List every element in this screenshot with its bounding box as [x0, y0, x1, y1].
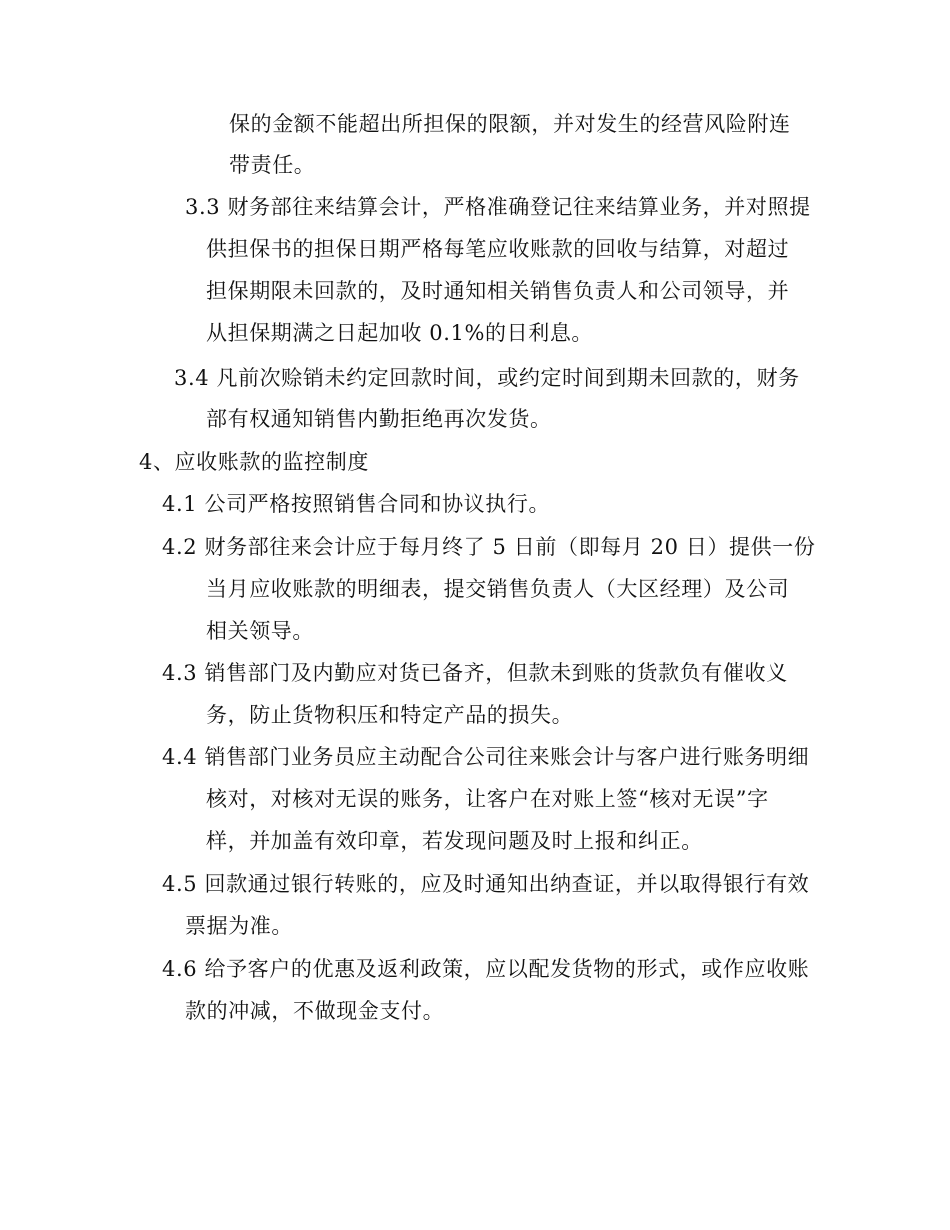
- list-item-4-3: 4.3 销售部门及内勤应对货已备齐，但款未到账的货款负有催收义: [162, 661, 788, 685]
- paragraph-line: 担保期限未回款的，及时通知相关销售负责人和公司领导，并: [206, 279, 790, 303]
- paragraph-line: 核对，对核对无误的账务，让客户在对账上签“核对无误”字: [206, 787, 769, 811]
- paragraph-line: 相关领导。: [206, 619, 314, 643]
- list-item-4-2: 4.2 财务部往来会计应于每月终了 5 日前（即每月 20 日）提供一份: [162, 535, 816, 559]
- paragraph-line: 样，并加盖有效印章，若发现问题及时上报和纠正。: [206, 829, 703, 853]
- paragraph-line: 款的冲减，不做现金支付。: [185, 999, 445, 1023]
- list-item-3-3: 3.3 财务部往来结算会计，严格准确登记往来结算业务，并对照提: [185, 195, 811, 219]
- paragraph-line: 从担保期满之日起加收 0.1%的日利息。: [206, 321, 594, 345]
- paragraph-line: 供担保书的担保日期严格每笔应收账款的回收与结算，对超过: [206, 237, 790, 261]
- paragraph-line: 务，防止货物积压和特定产品的损失。: [206, 703, 574, 727]
- paragraph-line: 当月应收账款的明细表，提交销售负责人（大区经理）及公司: [206, 577, 790, 601]
- paragraph-line: 票据为准。: [185, 914, 293, 938]
- section-heading: 4、应收账款的监控制度: [139, 450, 369, 474]
- paragraph-line: 保的金额不能超出所担保的限额，并对发生的经营风险附连: [229, 112, 791, 136]
- paragraph-line: 带责任。: [229, 153, 316, 177]
- list-item-4-6: 4.6 给予客户的优惠及返利政策，应以配发货物的形式，或作应收账: [162, 957, 810, 981]
- list-item-3-4: 3.4 凡前次赊销未约定回款时间，或约定时间到期未回款的，财务: [174, 366, 800, 390]
- list-item-4-1: 4.1 公司严格按照销售合同和协议执行。: [162, 492, 551, 516]
- paragraph-line: 部有权通知销售内勤拒绝再次发货。: [206, 407, 552, 431]
- list-item-4-4: 4.4 销售部门业务员应主动配合公司往来账会计与客户进行账务明细: [162, 745, 810, 769]
- list-item-4-5: 4.5 回款通过银行转账的，应及时通知出纳查证，并以取得银行有效: [162, 872, 810, 896]
